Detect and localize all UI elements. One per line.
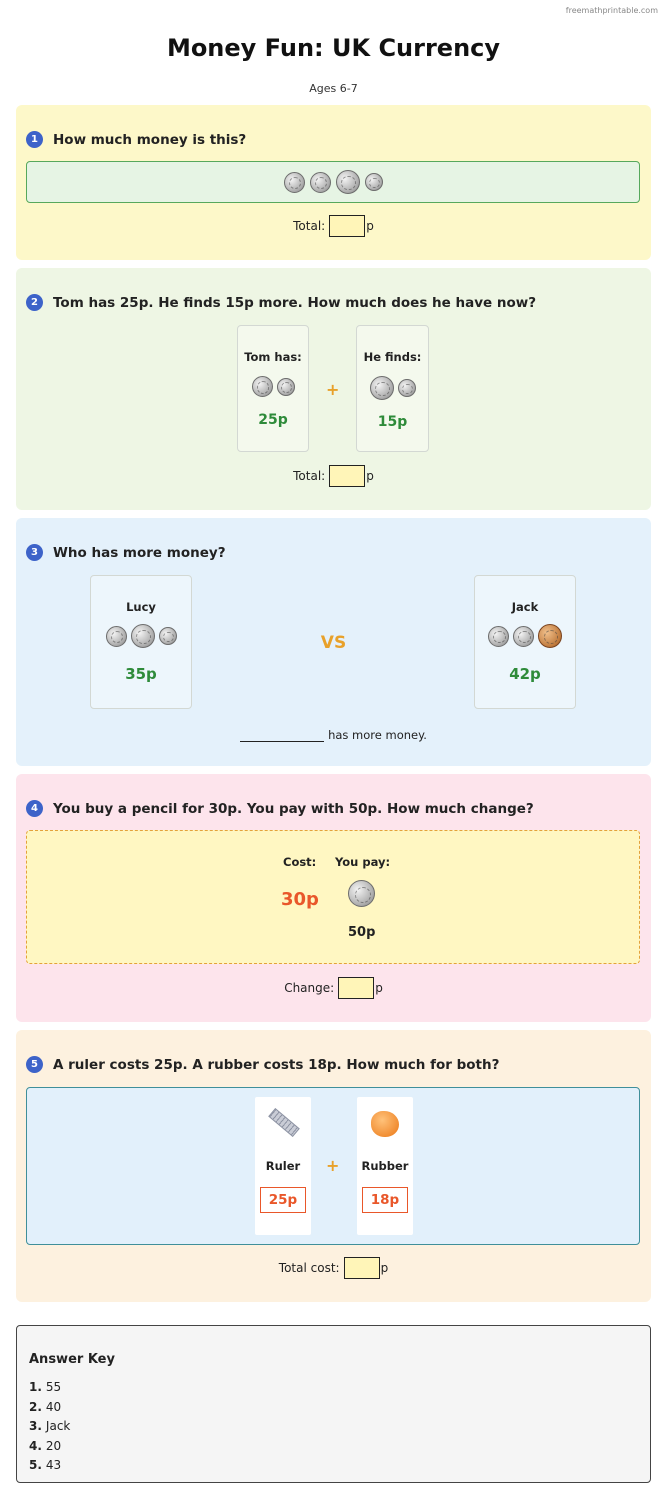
answer-key-item: 1. 55 [29,1380,62,1394]
vs-label: VS [320,633,347,653]
10p-coin-icon [370,376,394,400]
answer-box[interactable] [329,215,365,237]
site-url: freemathprintable.com [565,6,658,15]
change-row [16,977,651,999]
answer-key-item: 4. 20 [29,1438,62,1453]
card-amount: 15p [377,414,408,430]
unit-label: p [366,219,374,233]
page-title: Money Fun: UK Currency [166,34,501,62]
total-row [16,215,651,237]
total-cost-label: Total cost: [278,1261,340,1275]
coin-group [357,376,428,400]
card-label: Jack [511,600,539,614]
change-label: Change: [284,981,335,995]
ruler-price-tag: 25p [260,1187,306,1213]
question-2-header [26,294,536,311]
coin-tray [26,161,640,203]
answer-key-title: Answer Key [29,1352,115,1367]
total-cost-row [16,1257,651,1279]
question-4-section [16,774,651,1022]
question-2-section [16,268,651,510]
rubber-price-tag: 18p [362,1187,408,1213]
question-5-section [16,1030,651,1302]
total-label: Total: [293,469,326,483]
ruler-card [255,1097,311,1235]
question-2-text: Tom has 25p. He finds 15p more. How much does he have now? [53,294,537,311]
50p-coin-icon [348,880,375,907]
answer-key-item: 5. 43 [29,1458,62,1472]
2p-coin-icon [538,624,562,648]
card-label: Tom has: [244,350,302,364]
answer-key-item: 3. Jack [29,1419,71,1433]
question-4-text: You buy a pencil for 30p. You pay with 50p. How much change? [53,800,534,817]
answer-box[interactable] [329,465,365,487]
items-panel [26,1087,640,1245]
rubber-card [357,1097,413,1235]
answer-suffix: has more money. [328,728,427,742]
total-label: Total: [293,219,326,233]
question-number-badge: 5 [26,1056,43,1073]
answer-key [16,1325,651,1483]
20p-coin-icon [488,626,509,647]
card-amount: 42p [509,665,541,683]
rubber-label: Rubber [361,1159,409,1173]
question-1-section [16,105,651,260]
question-4-header [26,800,534,817]
answer-key-item: 2. 40 [29,1399,62,1414]
20p-coin-icon [252,376,273,397]
20p-coin-icon [513,626,534,647]
answer-box[interactable] [338,977,374,999]
cost-label: Cost: [283,855,317,869]
10p-coin-icon [336,170,360,194]
ruler-icon [268,1108,300,1137]
question-number-badge: 1 [26,131,43,148]
card-label: He finds: [363,350,422,364]
plus-sign: + [326,380,340,399]
card-amount: 25p [258,412,288,428]
name-blank[interactable] [240,730,324,742]
question-5-header [26,1056,499,1073]
question-5-text: A ruler costs 25p. A rubber costs 18p. How much for both? [53,1056,500,1073]
unit-label: p [366,469,374,483]
coin-group [475,624,575,648]
5p-coin-icon [398,379,416,397]
coin-group [238,376,308,397]
20p-coin-icon [310,172,331,193]
unit-label: p [380,1261,389,1275]
question-number-badge: 3 [26,544,43,561]
jack-card [474,575,576,709]
question-number-badge: 2 [26,294,43,311]
unit-label: p [375,981,383,995]
total-row [16,465,651,487]
5p-coin-icon [277,378,295,396]
question-3-section [16,518,651,766]
he-finds-card [356,325,429,452]
answer-box[interactable] [344,1257,380,1279]
tom-has-card [237,325,309,452]
question-1-text: How much money is this? [53,131,247,148]
rubber-icon [371,1111,399,1137]
page-subtitle: Ages 6-7 [309,82,358,95]
plus-sign: + [326,1156,340,1175]
question-3-text: Who has more money? [53,544,226,561]
payment-panel [26,830,640,964]
you-pay-label: You pay: [335,855,391,869]
cost-amount: 30p [281,889,319,910]
card-label: Lucy [126,600,156,614]
card-amount: 35p [125,665,157,683]
5p-coin-icon [365,173,383,191]
question-number-badge: 4 [26,800,43,817]
answer-key-list [29,1378,70,1476]
pay-amount: 50p [348,925,376,940]
question-3-header [26,544,226,561]
20p-coin-icon [284,172,305,193]
answer-line-row [16,728,651,742]
ruler-label: Ruler [265,1159,301,1173]
question-1-header [26,131,246,148]
